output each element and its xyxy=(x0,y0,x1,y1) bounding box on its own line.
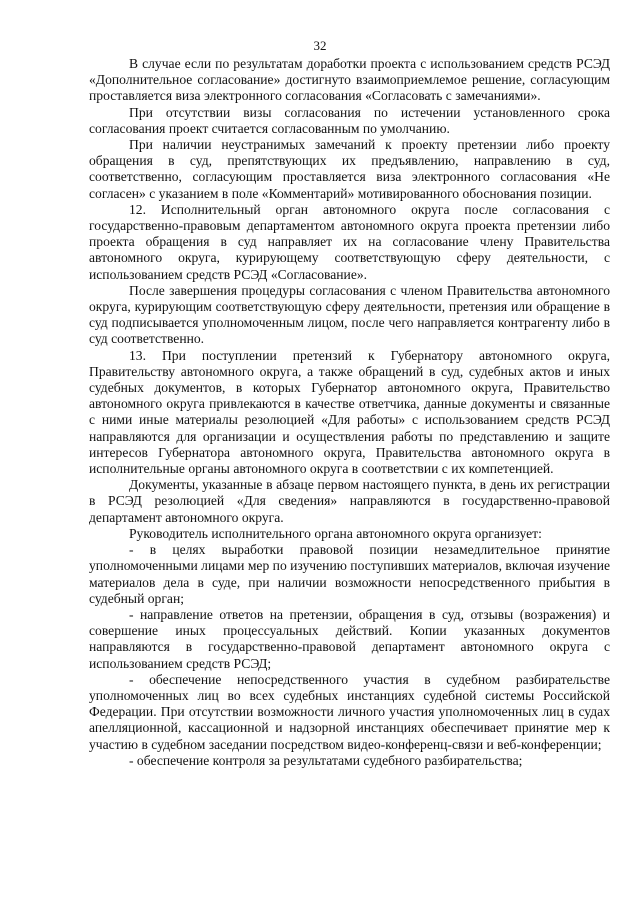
list-item: - направление ответов на претензии, обращения в суд, отзывы (возражения) и совершение иных процессуальных действий. Копии указанных документов направляются в государственно-правовой департамент автономного округа с использованием средств РСЭД; xyxy=(89,606,610,671)
paragraph: 13. При поступлении претензий к Губернатору автономного округа, Правительству автономного округа, а также обращений в суд, судебных актов и иных судебных документов, в которых Губернатор автономного округа, Правительство автономного округа привлекаются в качестве ответчика, данные документы и связанные с ними иные материалы резолюцией «Для работы» с использованием средств РСЭД направляются для организации и осуществления работы по представлению и защите интересов Губернатора автономного округа, Правительства автономного округа в исполнительные органы автономного округа в соответствии с их компетенцией. xyxy=(89,347,610,477)
list-item: - в целях выработки правовой позиции незамедлительное принятие уполномоченными лицами мер по изучению поступивших материалов, включая изучение материалов дела в суде, при наличии возможности непосредственного прибытия в судебный орган; xyxy=(89,542,610,606)
paragraph: Руководитель исполнительного органа автономного округа организует: xyxy=(129,525,542,541)
paragraph: При отсутствии визы согласования по истечении установленного срока согласования проект считается согласованным по умолчанию. xyxy=(89,104,610,136)
paragraph: Документы, указанные в абзаце первом настоящего пункта, в день их регистрации в РСЭД резолюцией «Для сведения» направляются в государственно-правовой департамент автономного округа. xyxy=(89,477,610,525)
document-body xyxy=(89,56,610,769)
page-number: 32 xyxy=(313,38,327,53)
paragraph: 12. Исполнительный орган автономного округа после согласования с государственно-правовым департаментом автономного округа проекта претензии либо проекта обращения в суд направляет их на согласование члену Правительства автономного округа, курирующему соответствующую сферу деятельности, с использованием средств РСЭД «Согласование». xyxy=(89,201,610,282)
paragraph: В случае если по результатам доработки проекта с использованием средств РСЭД «Дополнительное согласование» достигнуто взаимоприемлемое решение, согласующим проставляется виза электронного согласования «Согласовать с замечаниями». xyxy=(89,56,610,104)
paragraph: При наличии неустранимых замечаний к проекту претензии либо проекту обращения в суд, препятствующих их предъявлению, направлению в суд, соответственно, согласующим проставляется виза электронного согласования «Не согласен» с указанием в поле «Комментарий» мотивированного обоснования позиции. xyxy=(89,137,610,201)
list-item: - обеспечение непосредственного участия в судебном разбирательстве уполномоченных лиц во всех судебных инстанциях судебной системы Российской Федерации. При отсутствии возможности личного участия уполномоченных лиц в судах апелляционной, кассационной и надзорной инстанциях обеспечивает принятие мер к участию в судебном заседании посредством видео-конференц-связи и веб-конференции; xyxy=(89,671,610,752)
paragraph: После завершения процедуры согласования с членом Правительства автономного округа, курирующим соответствующую сферу деятельности, претензия или обращение в суд подписывается уполномоченным лицом, после чего направляется контрагенту либо в суд соответственно. xyxy=(89,282,610,347)
list-item: - обеспечение контроля за результатами судебного разбирательства; xyxy=(129,752,523,768)
